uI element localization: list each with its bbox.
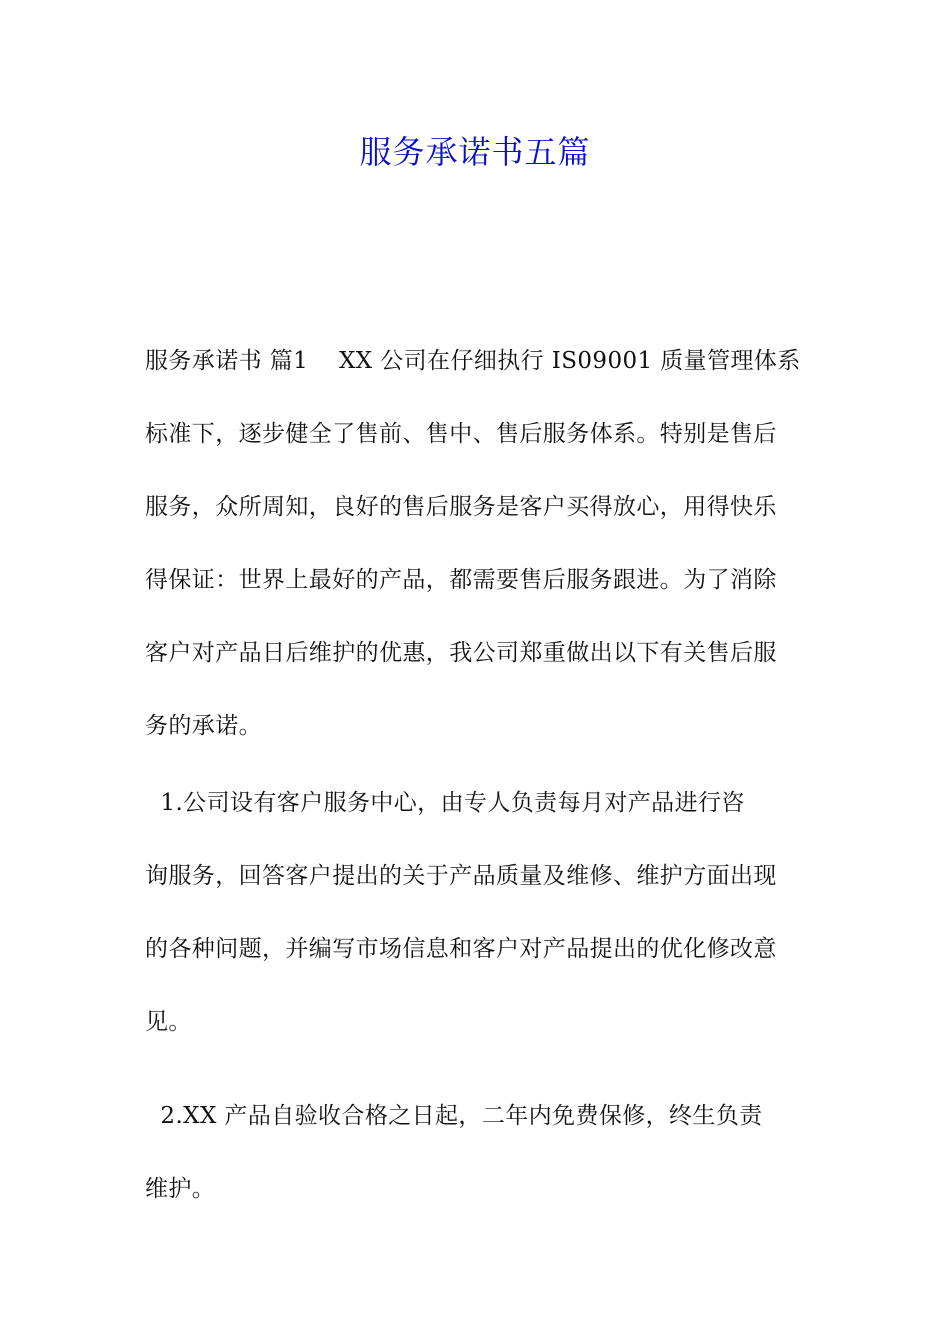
paragraph-line: 见。 xyxy=(145,1009,192,1035)
paragraph-line: 维护。 xyxy=(145,1176,216,1202)
paragraph-line: 客户对产品日后维护的优惠，我公司郑重做出以下有关售后服 xyxy=(145,640,777,666)
paragraph-line: 服务承诺书 篇1 XX 公司在仔细执行 IS09001 质量管理体系 xyxy=(145,348,801,374)
paragraph-line: 标准下，逐步健全了售前、售中、售后服务体系。特别是售后 xyxy=(145,421,777,447)
paragraph-line: 2.XX 产品自验收合格之日起，二年内免费保修，终生负责 xyxy=(145,1103,763,1129)
paragraph-line: 询服务，回答客户提出的关于产品质量及维修、维护方面出现 xyxy=(145,863,777,889)
paragraph-line: 得保证：世界上最好的产品，都需要售后服务跟进。为了消除 xyxy=(145,567,777,593)
paragraph-line: 1.公司设有客户服务中心，由专人负责每月对产品进行咨 xyxy=(145,790,745,816)
paragraph-2 xyxy=(145,767,810,1059)
paragraph-1 xyxy=(145,325,810,763)
paragraph-line: 服务，众所周知，良好的售后服务是客户买得放心，用得快乐 xyxy=(145,494,777,520)
paragraph-line: 务的承诺。 xyxy=(145,713,262,739)
document-title: 服务承诺书五篇 xyxy=(359,133,591,171)
paragraph-line: 的各种问题，并编写市场信息和客户对产品提出的优化修改意 xyxy=(145,936,777,962)
paragraph-3 xyxy=(145,1080,810,1226)
